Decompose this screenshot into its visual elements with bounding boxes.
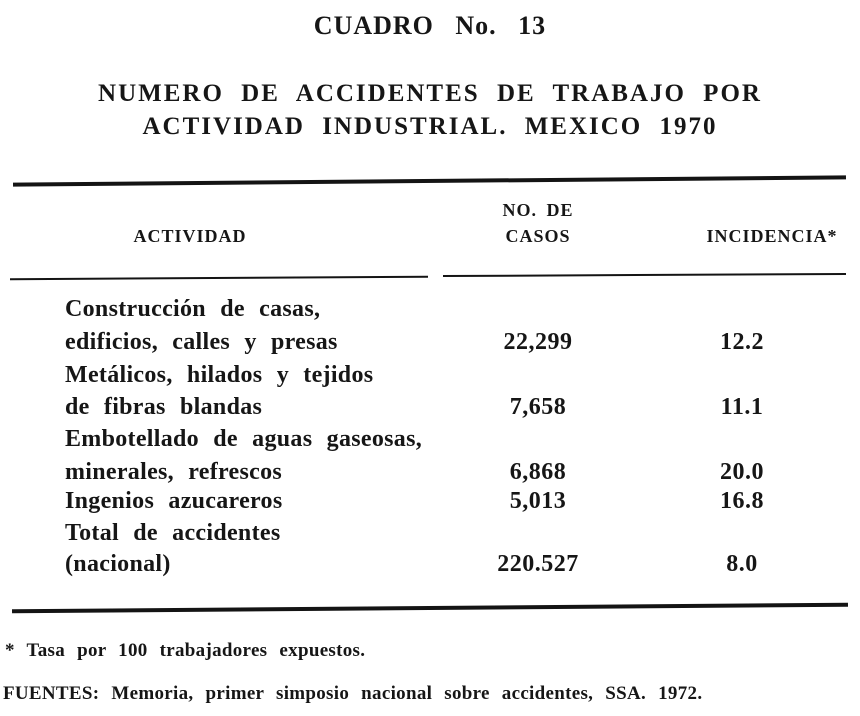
activity-cell: de fibras blandas: [65, 394, 263, 420]
cases-cell: 7,658: [509, 394, 567, 420]
table-title-line-2: ACTIVIDAD INDUSTRIAL. MEXICO 1970: [142, 113, 718, 140]
incidence-cell: 12.2: [720, 329, 764, 355]
cases-cell: 22,299: [503, 329, 573, 355]
cases-cell: 6,868: [509, 459, 567, 485]
column-header-casos-line2: CASOS: [505, 226, 571, 246]
column-header-incidencia: INCIDENCIA*: [706, 226, 838, 246]
table-row: [0, 551, 860, 582]
activity-cell: Embotellado de aguas gaseosas,: [65, 426, 423, 452]
table-row: [0, 296, 860, 327]
table-number-heading: CUADRO No. 13: [313, 11, 547, 40]
activity-cell: Construcción de casas,: [65, 296, 321, 322]
activity-cell: edificios, calles y presas: [65, 329, 338, 355]
activity-cell: minerales, refrescos: [65, 459, 283, 485]
table-row: [0, 488, 860, 519]
activity-cell: Ingenios azucareros: [65, 488, 283, 514]
activity-cell: (nacional): [65, 551, 171, 577]
table-row: [0, 329, 860, 360]
incidence-cell: 11.1: [720, 394, 764, 420]
table-row: [0, 520, 860, 551]
column-header-actividad: ACTIVIDAD: [133, 226, 247, 246]
cases-cell: 5,013: [509, 488, 567, 514]
incidence-cell: 8.0: [726, 551, 758, 577]
table-row: [0, 394, 860, 425]
incidence-cell: 20.0: [720, 459, 764, 485]
table-row: [0, 426, 860, 457]
activity-cell: Total de accidentes: [65, 520, 281, 546]
cases-cell: 220.527: [497, 551, 579, 577]
column-header-casos-line1: NO. DE: [502, 200, 574, 220]
bottom-rule: [12, 603, 848, 614]
table-row: [0, 459, 860, 490]
table-title-line-1: NUMERO DE ACCIDENTES DE TRABAJO POR: [98, 80, 762, 107]
footnote-sources: FUENTES: Memoria, primer simposio nacional sobre accidentes, SSA. 1972.: [3, 683, 703, 704]
activity-cell: Metálicos, hilados y tejidos: [65, 362, 374, 388]
header-rule-right-segment: [443, 273, 846, 277]
top-rule: [13, 175, 846, 186]
footnote-asterisk: * Tasa por 100 trabajadores expuestos.: [5, 640, 366, 661]
header-rule-left-segment: [10, 276, 428, 281]
table-title: [0, 77, 860, 143]
incidence-cell: 16.8: [720, 488, 764, 514]
table-row: [0, 362, 860, 393]
